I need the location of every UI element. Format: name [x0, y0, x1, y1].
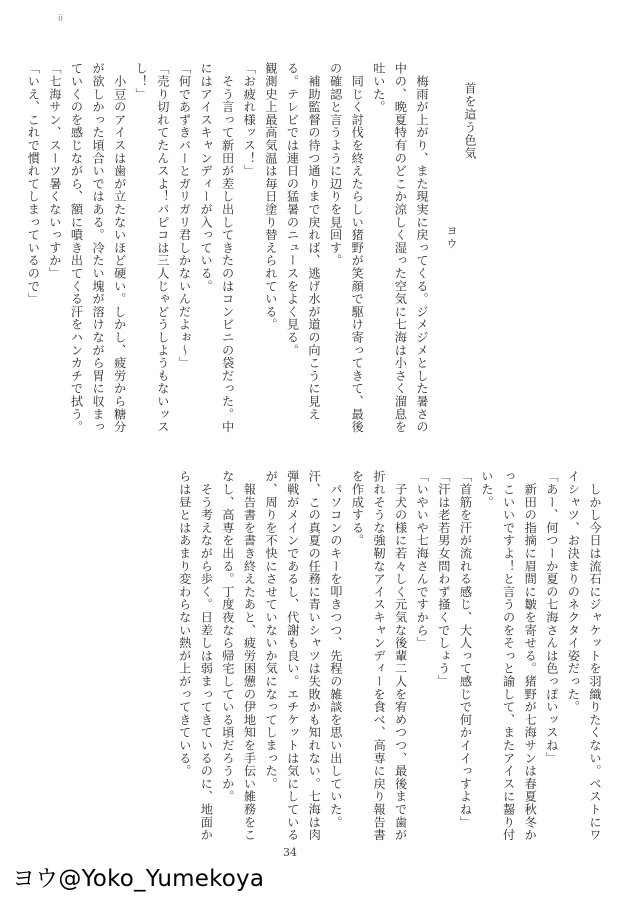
paragraph: 小豆のアイスは歯が立たないほど硬い。しかし、疲労から糖分が欲しかった頃合いではある。冷たい塊が溶けながら胃に収まっていくのを感じながら、額に噴き出てくる汗をハンカチで拭う。: [69, 62, 127, 434]
paragraph: 「首筋を汗が流れる感じ、大人って感じで何かイイっすよね」: [458, 470, 473, 829]
paragraph: 子犬の様に若々しく元気な後輩二人を宥めつつ、最後まで歯が折れそうな強靭なアイスキャンディーを食べ、高専に戻り報告書を作成する。: [350, 470, 408, 842]
paragraph: 梅雨が上がり、また現実に戻ってくる。ジメジメとした暑さの中の、晩夏特有のどこか涼しく湿った空気に七海は小さく溜息を吐いた。: [371, 62, 429, 434]
paragraph: 「いやいや七海さんですから」: [415, 470, 430, 650]
paragraph: 新田の指摘に眉間に皺を寄せる。猪野が七海サンは春夏秋冬かっこいいですよ！と言うのをそっと諭して、またアイスに齧り付いた。: [480, 470, 538, 842]
paragraph: 「七海サン、スーツ暑くないっすか」: [47, 62, 62, 280]
paragraph: 同じく討伐を終えたらしい猪野が笑顔で駆け寄ってきて、最後の確認と言うように辺りを見回す。: [328, 62, 365, 434]
paragraph: 「あー、何つーか夏の七海さんは色っぽいッスね」: [544, 470, 559, 765]
paragraph: 「いえ、これで慣れてしまっているので」: [26, 62, 41, 306]
story-author: ヨウ: [445, 225, 458, 251]
paragraph: パソコンのキーを叩きつつ、先程の雑談を思い出していた。汗、この真夏の任務に青いシャツは失敗かも知れない。七海は肉弾戦がメインであるし、代謝も良い。エチケットは気にしているが、周りを不快にさせていないか気になってしまった。: [264, 470, 343, 842]
paragraph: 報告書を書き終えたあと、疲労困憊の伊地知を手伝い雑務をこなし、高専を出る。丁度夜なら帰宅している頃だろうか。: [220, 470, 257, 842]
paragraph: 「何であずきバーとガリガリ君しかないんだよぉ～」: [177, 62, 192, 370]
paragraph: 「お疲れ様ッス！」: [242, 62, 257, 178]
paragraph: しかし今日は流石にジャケットを羽織りたくない。ベストにワイシャツ、お決まりのネクタイ姿だった。: [566, 470, 602, 842]
paragraph: 観測史上最高気温は毎日塗り替えられている。: [263, 62, 278, 331]
upper-text-block: [26, 62, 432, 436]
paragraph: 「汗は老若男女問わず掻くでしょう」: [436, 470, 451, 688]
page-number: 34: [283, 846, 297, 859]
paragraph: そう考えながら歩く。日差しは弱まってきているのに、地面からは昼とはあまり変わらない熱が上がってきている。: [177, 470, 214, 842]
lower-text-block: [60, 470, 605, 850]
paragraph: そう言って新田が差し出してきたのはコンビニの袋だった。中にはアイスキャンディーが入っている。: [199, 62, 235, 434]
author-credit: ヨウ@Yoko_Yumekoya: [12, 866, 265, 892]
story-title: 首を這う色気: [463, 82, 477, 160]
page-mark: ii: [58, 14, 64, 24]
paragraph: 補助監督の待つ通りまで戻れば、逃げ水が道の向こうに見える。テレビでは連日の猛暑のニュースをよく見る。: [285, 62, 322, 421]
paragraph: 「売り切れてたんスよ！パピコは三人じゃどうしようもないッスし！」: [134, 62, 170, 434]
